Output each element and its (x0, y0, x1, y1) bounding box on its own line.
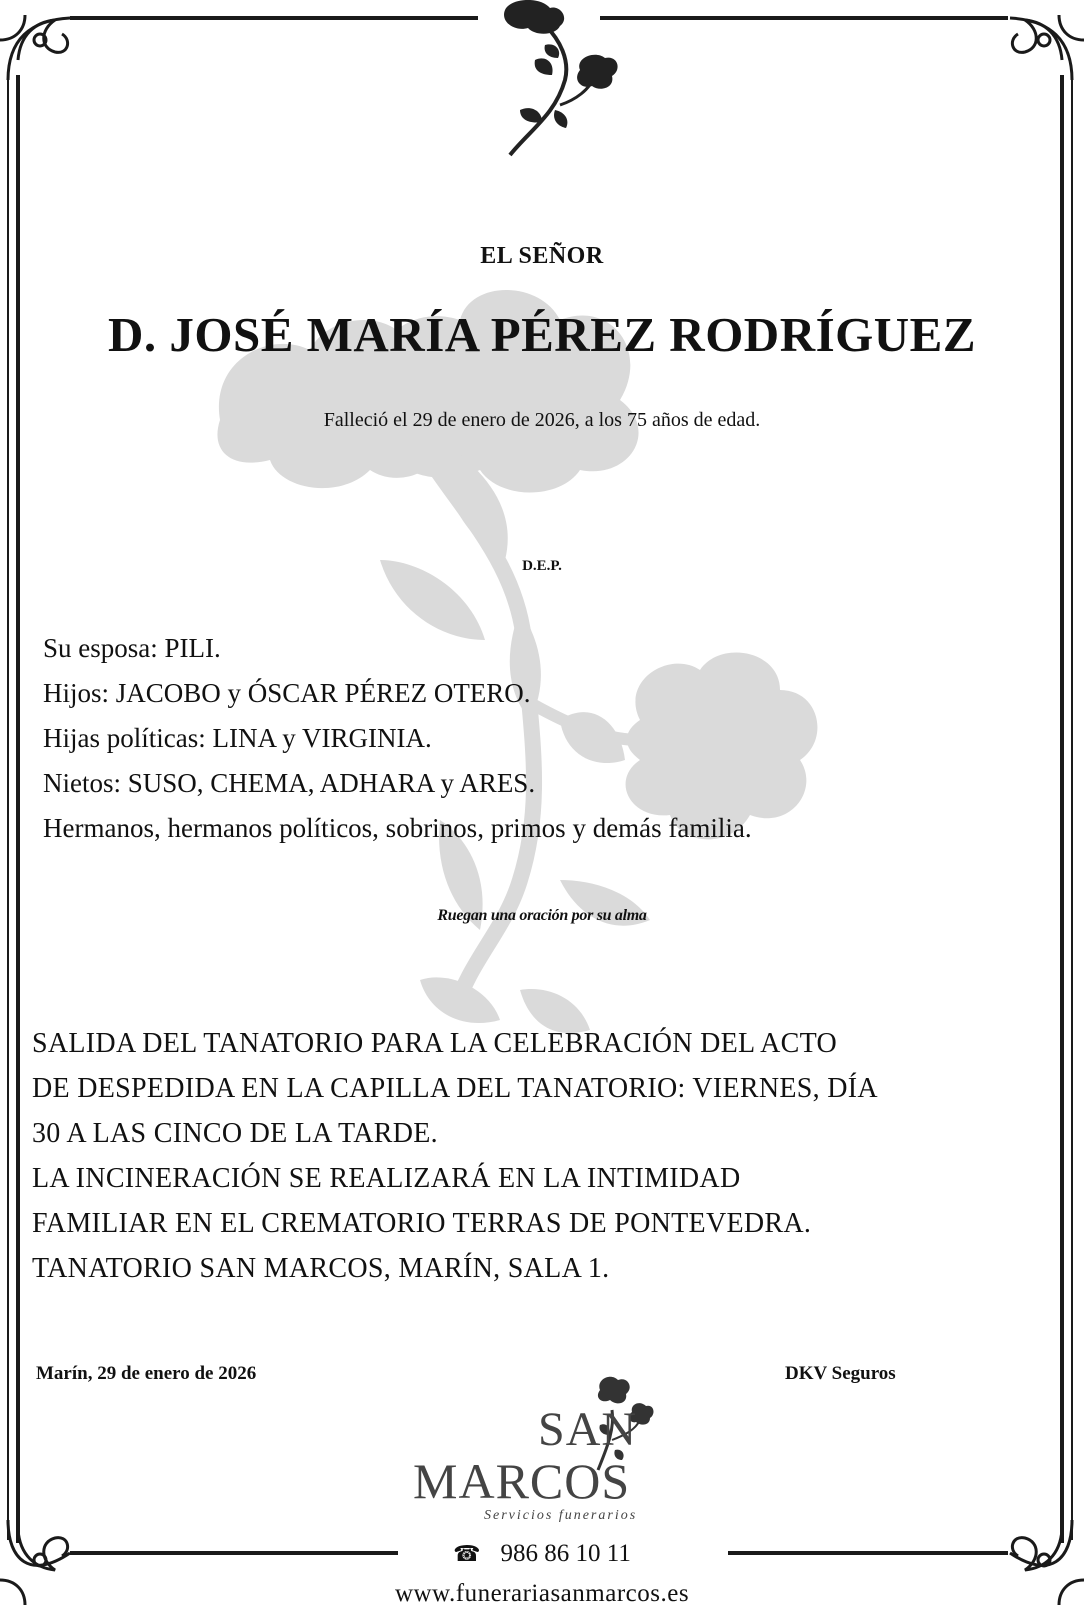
ceremony-line: TANATORIO SAN MARCOS, MARÍN, SALA 1. (32, 1253, 610, 1284)
logo-tagline: Servicios funerarios (484, 1508, 638, 1523)
website-url: www.funerariasanmarcos.es (394, 1580, 690, 1607)
family-line: Hermanos, hermanos políticos, sobrinos, primos y demás familia. (43, 813, 752, 843)
logo-line-san: SAN (538, 1403, 638, 1456)
rip-abbreviation: D.E.P. (522, 558, 562, 574)
family-list (43, 626, 1043, 851)
family-line: Nietos: SUSO, CHEMA, ADHARA y ARES. (43, 768, 536, 798)
phone-number: 986 86 10 11 (500, 1540, 631, 1567)
deceased-name: D. JOSÉ MARÍA PÉREZ RODRÍGUEZ (107, 307, 977, 362)
ceremony-line: 30 A LAS CINCO DE LA TARDE. (32, 1118, 438, 1149)
ceremony-line: DE DESPEDIDA EN LA CAPILLA DEL TANATORIO: VIERNES, DÍA (32, 1073, 878, 1104)
death-date-line: Falleció el 29 de enero de 2026, a los 75 años de edad. (323, 409, 761, 431)
ceremony-details (32, 1021, 1042, 1291)
corner-ornament-icon (1010, 15, 1084, 80)
prayer-request: Ruegan una oración por su alma (437, 907, 647, 924)
family-line: Su esposa: PILI. (43, 633, 221, 663)
top-flower-icon (504, 0, 618, 155)
logo-line-marcos: MARCOS (413, 1453, 631, 1509)
title-prefix: EL SEÑOR (480, 243, 604, 269)
ceremony-line: SALIDA DEL TANATORIO PARA LA CELEBRACIÓN DEL ACTO (32, 1028, 838, 1059)
telephone-icon: ☎ (453, 1541, 481, 1566)
family-line: Hijos: JACOBO y ÓSCAR PÉREZ OTERO. (43, 678, 531, 708)
family-line: Hijas políticas: LINA y VIRGINIA. (43, 723, 432, 753)
corner-ornament-icon (0, 15, 70, 80)
company-logo (0, 1400, 1084, 1560)
ceremony-line: LA INCINERACIÓN SE REALIZARÁ EN LA INTIMIDAD (32, 1163, 741, 1194)
phone-line (0, 1540, 1084, 1568)
place-and-date: Marín, 29 de enero de 2026 (36, 1363, 257, 1384)
ceremony-line: FAMILIAR EN EL CREMATORIO TERRAS DE PONTEVEDRA. (32, 1208, 812, 1239)
insurer-name: DKV Seguros (785, 1363, 896, 1384)
